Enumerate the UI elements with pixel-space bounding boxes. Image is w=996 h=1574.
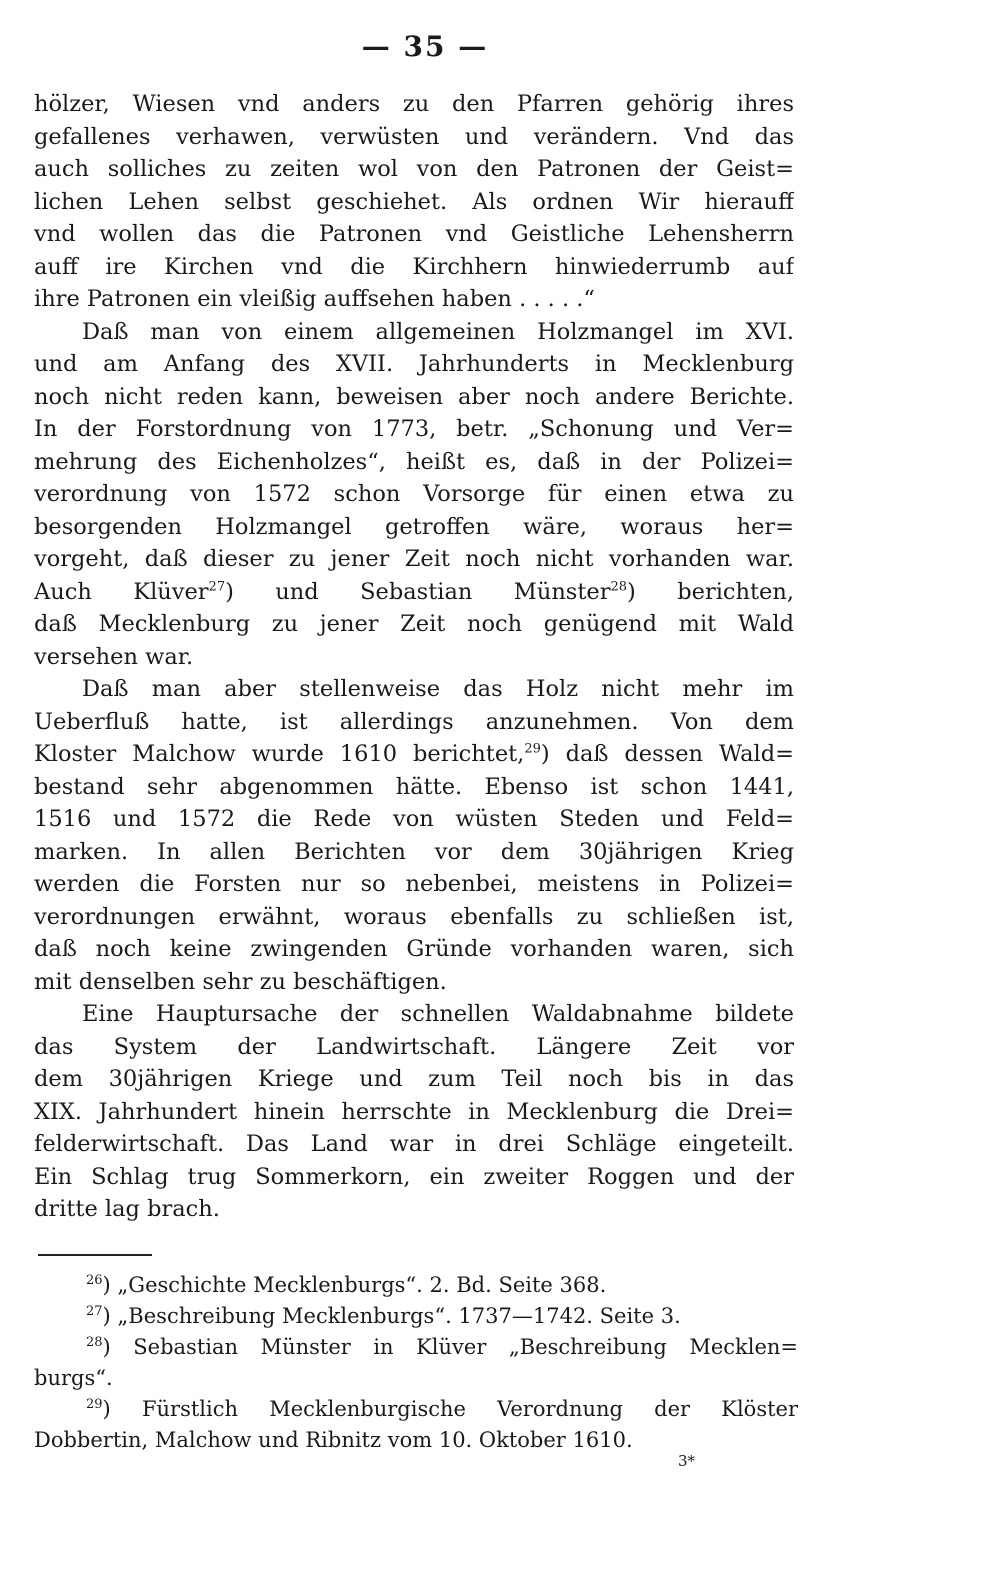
footnote-mark: 26 bbox=[86, 1273, 103, 1288]
text-line: mit denselben sehr zu beschäftigen. bbox=[34, 968, 447, 995]
footnote bbox=[34, 1301, 798, 1332]
text-line: vorgeht, daß dieser zu jener Zeit noch nicht vorhanden war. bbox=[34, 546, 794, 572]
footnote-text: Dobbertin, Malchow und Ribnitz vom 10. Oktober 1610. bbox=[34, 1428, 633, 1452]
text-line: mehrung des Eichenholzes“, heißt es, daß in der Polizei= bbox=[34, 448, 794, 475]
footnote-line bbox=[34, 1270, 798, 1301]
text-line: verordnung von 1572 schon Vorsorge für einen etwa zu bbox=[34, 481, 794, 507]
text-line: XIX. Jahrhundert hinein herrschte in Mecklenburg die Drei= bbox=[34, 1098, 794, 1125]
text-line: bestand sehr abgenommen hätte. Ebenso ist schon 1441, bbox=[34, 773, 794, 800]
footnote bbox=[34, 1394, 798, 1456]
footnote bbox=[34, 1270, 798, 1301]
text-line: das System der Landwirtschaft. Längere Zeit vor bbox=[34, 1033, 794, 1060]
footnote bbox=[34, 1332, 798, 1394]
page-number: — 35 — bbox=[361, 30, 489, 63]
text-line: besorgenden Holzmangel getroffen wäre, woraus her= bbox=[34, 513, 794, 540]
footnote-paren: ) bbox=[102, 1397, 142, 1421]
text-line: In der Forstordnung von 1773, betr. „Schonung und Ver= bbox=[34, 416, 794, 442]
footnote-line bbox=[34, 1301, 798, 1332]
footnote-text: Sebastian Münster in Klüver „Beschreibung Mecklen= bbox=[133, 1335, 798, 1359]
text-line: Kloster Malchow wurde 1610 berichtet,$^{29}$) daß dessen Wald= bbox=[34, 741, 794, 767]
text-line: dritte lag brach. bbox=[34, 1196, 220, 1222]
sheet-signature: 3* bbox=[678, 1452, 696, 1470]
footnote-paren: ) bbox=[102, 1335, 134, 1359]
footnote-text: burgs“. bbox=[34, 1366, 113, 1390]
text-line: Ein Schlag trug Sommerkorn, ein zweiter Roggen und der bbox=[34, 1163, 794, 1190]
text-line: Eine Hauptursache der schnellen Waldabnahme bildete bbox=[82, 1001, 794, 1027]
paragraph bbox=[34, 88, 794, 316]
footnote-line bbox=[34, 1363, 798, 1394]
footnote-rule bbox=[38, 1254, 152, 1256]
text-line: versehen war. bbox=[34, 643, 194, 670]
footnote-ref: 28 bbox=[610, 579, 628, 594]
footnote-ref: 29 bbox=[524, 741, 541, 757]
text-line: Daß man von einem allgemeinen Holzmangel im XVI. bbox=[82, 318, 794, 345]
footnote-ref: 27 bbox=[208, 579, 226, 594]
footnote-paren: ) bbox=[102, 1304, 118, 1328]
paragraph bbox=[34, 998, 794, 1226]
text-line: lichen Lehen selbst geschiehet. Als ordnen Wir hierauff bbox=[34, 188, 794, 215]
footnote-mark: 27 bbox=[86, 1304, 103, 1319]
text-line: Daß man aber stellenweise das Holz nicht mehr im bbox=[82, 676, 794, 702]
footnote-text: „Beschreibung Mecklenburgs“. 1737—1742. Seite 3. bbox=[117, 1304, 681, 1328]
text-line: gefallenes verhawen, verwüsten und verändern. Vnd das bbox=[34, 123, 794, 150]
text-line: werden die Forsten nur so nebenbei, meistens in Polizei= bbox=[34, 871, 794, 897]
footnote-text: Fürstlich Mecklenburgische Verordnung der Klöster bbox=[141, 1397, 798, 1421]
footnote-mark: 29 bbox=[86, 1397, 103, 1412]
text-line: noch nicht reden kann, beweisen aber noch andere Berichte. bbox=[34, 383, 794, 410]
text-line: dem 30jährigen Kriege und zum Teil noch bis in das bbox=[34, 1066, 794, 1092]
text-line: felderwirtschaft. Das Land war in drei Schläge eingeteilt. bbox=[34, 1131, 794, 1157]
text-line: und am Anfang des XVII. Jahrhunderts in Mecklenburg bbox=[34, 351, 794, 377]
footnotes bbox=[34, 1270, 798, 1456]
text-line: auff ire Kirchen vnd die Kirchhern hinwiederrumb auf bbox=[34, 253, 794, 280]
text-line: auch solliches zu zeiten wol von den Patronen der Geist= bbox=[34, 156, 794, 182]
paragraph bbox=[34, 316, 794, 674]
text-line: marken. In allen Berichten vor dem 30jährigen Krieg bbox=[34, 838, 794, 865]
text-line: vnd wollen das die Patronen vnd Geistliche Lehensherrn bbox=[34, 221, 794, 247]
footnote-text: „Geschichte Mecklenburgs“. 2. Bd. Seite 368. bbox=[117, 1273, 607, 1297]
text-line: hölzer, Wiesen vnd anders zu den Pfarren gehörig ihres bbox=[34, 91, 794, 117]
text-line: verordnungen erwähnt, woraus ebenfalls zu schließen ist, bbox=[34, 903, 794, 930]
text-line: daß Mecklenburg zu jener Zeit noch genügend mit Wald bbox=[34, 611, 794, 637]
text-line: Auch Klüver$^{27}$) und Sebastian Münster$^{28}$) berichten, bbox=[34, 578, 794, 605]
footnote-line bbox=[34, 1394, 798, 1425]
footnote-paren: ) bbox=[102, 1273, 118, 1297]
footnote-line bbox=[34, 1332, 798, 1363]
text-line: daß noch keine zwingenden Gründe vorhanden waren, sich bbox=[34, 936, 794, 962]
footnote-mark: 28 bbox=[86, 1335, 103, 1350]
paragraph bbox=[34, 673, 794, 998]
text-line: 1516 und 1572 die Rede von wüsten Steden und Feld= bbox=[34, 806, 794, 832]
text-line: Ueberfluß hatte, ist allerdings anzunehmen. Von dem bbox=[34, 708, 794, 735]
text-line: ihre Patronen ein vleißig auffsehen haben . . . . .“ bbox=[34, 286, 595, 312]
body-text bbox=[34, 88, 794, 1226]
